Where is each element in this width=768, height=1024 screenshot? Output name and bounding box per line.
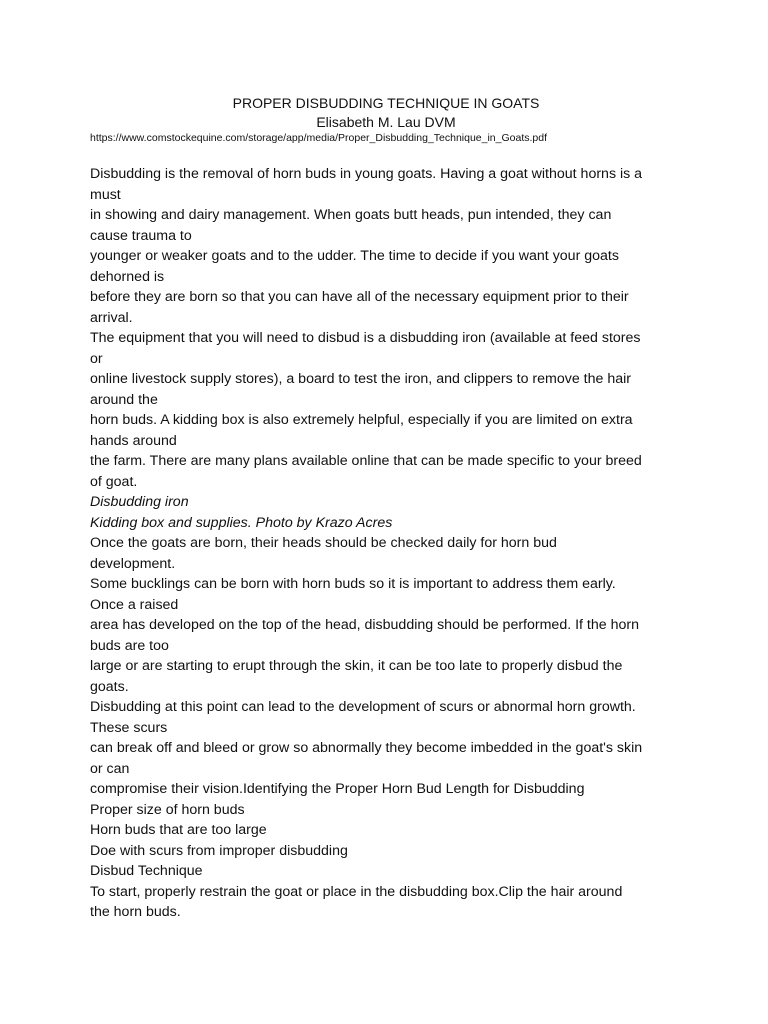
body-text-line: arrival. bbox=[90, 309, 133, 326]
body-text-line: the horn buds. bbox=[90, 904, 181, 920]
body-text-line: dehorned is bbox=[90, 268, 165, 285]
document-header bbox=[90, 94, 682, 131]
body-text-line: Once the goats are born, their heads should be checked daily for horn bud bbox=[90, 535, 557, 551]
document-body bbox=[90, 164, 682, 923]
body-text-line: compromise their vision.Identifying the Proper Horn Bud Length for Disbudding bbox=[90, 781, 585, 797]
body-text-line: Disbudding at this point can lead to the development of scurs or abnormal horn growth. bbox=[90, 699, 636, 715]
body-text-line: Proper size of horn buds bbox=[90, 801, 245, 818]
body-text-line: buds are too bbox=[90, 637, 169, 654]
photo-caption-line: Disbudding iron bbox=[90, 494, 189, 510]
body-text-line: horn buds. A kidding box is also extremely helpful, especially if you are limited on extra bbox=[90, 412, 633, 428]
photo-caption-line: Kidding box and supplies. Photo by Krazo Acres bbox=[90, 514, 393, 531]
body-text-line: or can bbox=[90, 760, 130, 777]
source-url: https://www.comstockequine.com/storage/app/media/Proper_Disbudding_Technique_in_Goats.pdf bbox=[90, 132, 548, 144]
body-text-line: in showing and dairy management. When goats butt heads, pun intended, they can bbox=[90, 207, 612, 223]
body-text-line: development. bbox=[90, 555, 176, 572]
body-text-line: of goat. bbox=[90, 473, 138, 490]
body-text-line: can break off and bleed or grow so abnormally they become imbedded in the goat's skin bbox=[90, 740, 643, 756]
body-text-line: must bbox=[90, 186, 121, 203]
body-text-line: online livestock supply stores), a board to test the iron, and clippers to remove the hair bbox=[90, 371, 631, 387]
body-text-line: around the bbox=[90, 391, 158, 408]
body-text-line: To start, properly restrain the goat or place in the disbudding box.Clip the hair around bbox=[90, 883, 623, 900]
body-text-line: before they are born so that you can have all of the necessary equipment prior to their bbox=[90, 289, 629, 305]
body-text-line: The equipment that you will need to disbud is a disbudding iron (available at feed stores bbox=[90, 330, 641, 346]
body-text-line: large or are starting to erupt through the skin, it can be too late to properly disbud the bbox=[90, 658, 623, 674]
body-text-line: Disbudding is the removal of horn buds in young goats. Having a goat without horns is a bbox=[90, 166, 643, 182]
document-author: Elisabeth M. Lau DVM bbox=[316, 114, 456, 130]
document-page bbox=[90, 94, 682, 923]
document-title: PROPER DISBUDDING TECHNIQUE IN GOATS bbox=[232, 95, 540, 111]
body-text-line: Doe with scurs from improper disbudding bbox=[90, 842, 348, 859]
body-text-line: hands around bbox=[90, 432, 177, 449]
body-text-line: younger or weaker goats and to the udder. The time to decide if you want your goats bbox=[90, 248, 619, 264]
body-text-line: the farm. There are many plans available online that can be made specific to your breed bbox=[90, 453, 642, 469]
body-text-line: goats. bbox=[90, 678, 129, 695]
body-text-line: Disbud Technique bbox=[90, 863, 203, 879]
body-text-line: Horn buds that are too large bbox=[90, 822, 267, 838]
body-text-line: These scurs bbox=[90, 719, 168, 736]
body-text-line: Some bucklings can be born with horn buds so it is important to address them early. bbox=[90, 576, 616, 592]
body-text-line: Once a raised bbox=[90, 596, 179, 613]
body-text-line: area has developed on the top of the head, disbudding should be performed. If the horn bbox=[90, 617, 639, 633]
body-text-line: cause trauma to bbox=[90, 227, 192, 244]
body-text-line: or bbox=[90, 350, 103, 367]
